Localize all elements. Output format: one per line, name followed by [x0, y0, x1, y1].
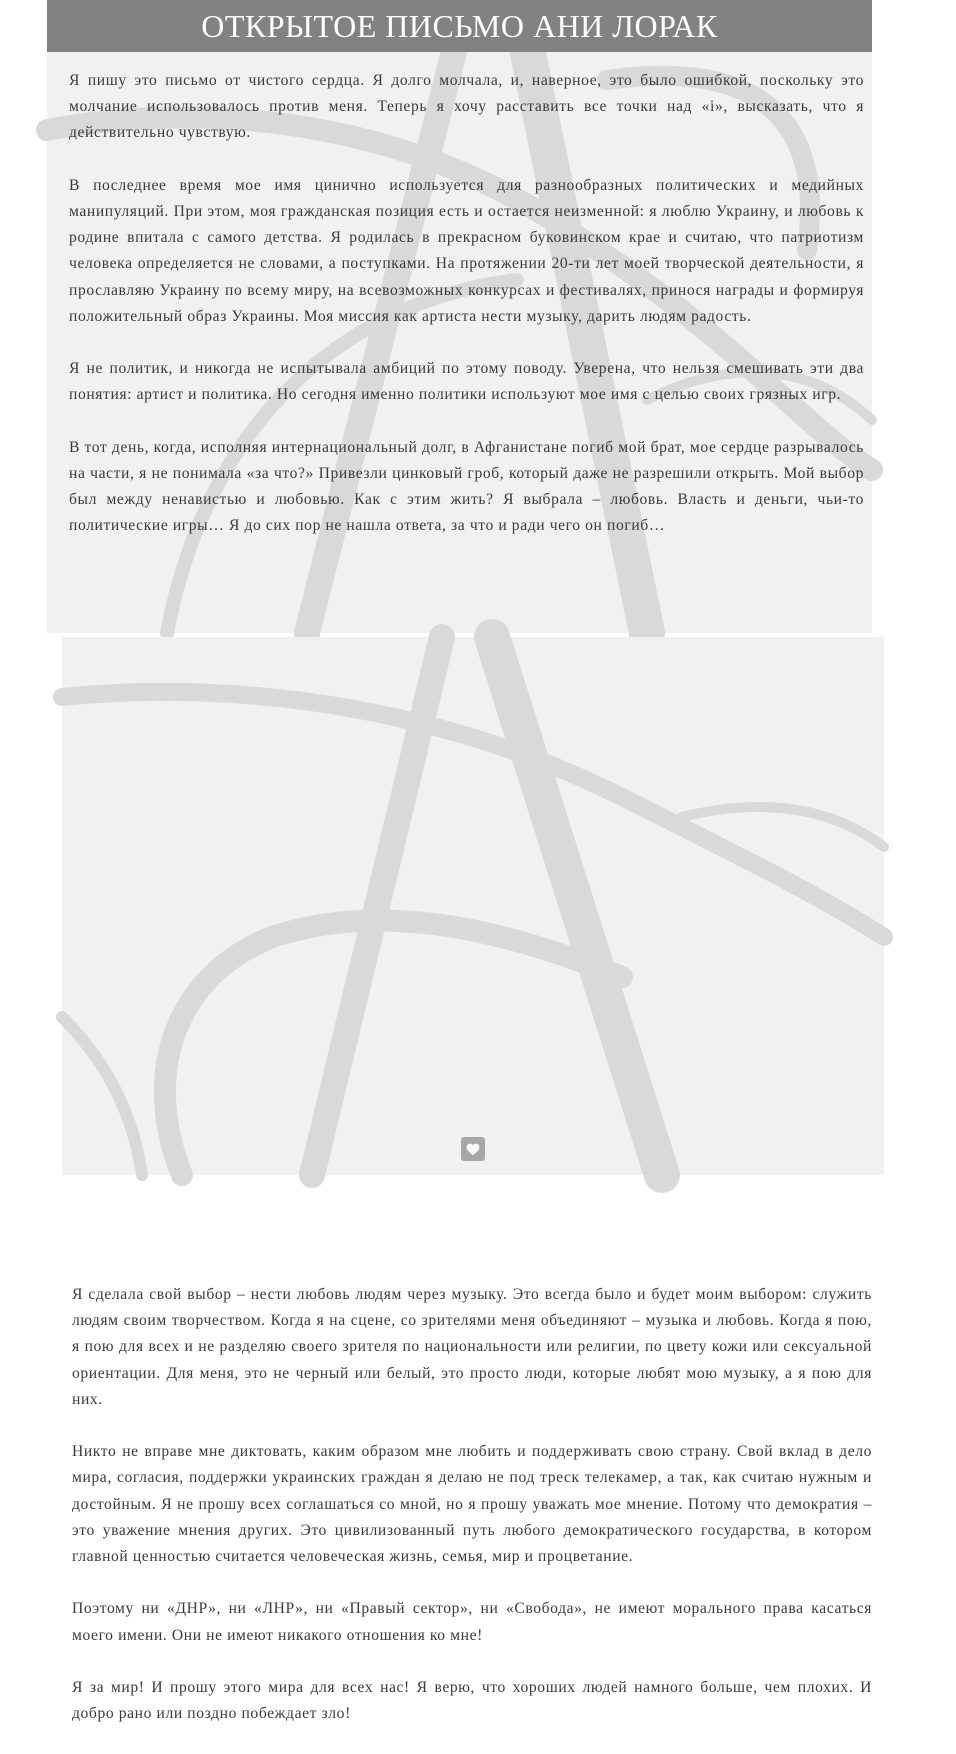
letter-paragraph: Я за мир! И прошу этого мира для всех нас! Я верю, что хороших людей намного больше, чем плохих. И добро рано или поздно побеждает зло!	[72, 1679, 872, 1723]
letter-body-bottom	[72, 1282, 872, 1754]
letter-body-top	[69, 68, 864, 566]
watermark-monogram-bottom	[62, 637, 884, 1175]
letter-paragraph: В тот день, когда, исполняя интернациональный долг, в Афганистане погиб мой брат, мое сердце разрывалось на части, я не понимала «за что?» Привезли цинковый гроб, который даже не разрешили открыть. Мой выбор был между ненавистью и любовью. Как с этим жить? Я выбрала – любовь. Власть и деньги, чьи-то политические игры… Я до сих пор не нашла ответа, за что и ради чего он погиб…	[69, 438, 864, 535]
page-title: ОТКРЫТОЕ ПИСЬМО АНИ ЛОРАК	[201, 7, 718, 44]
title-bar	[47, 0, 872, 52]
letter-paragraph: Поэтому ни «ДНР», ни «ЛНР», ни «Правый сектор», ни «Свобода», не имеют морального права касаться моего имени. Они не имеют никакого отношения ко мне!	[72, 1600, 872, 1644]
like-button[interactable]	[461, 1137, 485, 1161]
letter-paragraph: Никто не вправе мне диктовать, каким образом мне любить и поддерживать свою страну. Свой вклад в дело мира, согласия, поддержки украинских граждан я делаю не под треск телекамер, а так, как считаю нужным и достойным. Я не прошу всех соглашаться со мной, но я прошу уважать мое мнение. Потому что демократия – это уважение мнения других. Это цивилизованный путь любого демократического государства, в котором главной ценностью считается человеческая жизнь, семья, мир и процветание.	[72, 1443, 872, 1566]
letter-paragraph: В последнее время мое имя цинично используется для разнообразных политических и медийных манипуляций. При этом, моя гражданская позиция есть и остается неизменной: я люблю Украину, и любовь к родине впитала с самого детства. Я родилась в прекрасном буковинском крае и считаю, что патриотизм человека определяется не словами, а поступками. На протяжении 20-ти лет моей творческой деятельности, я прославляю Украину по всему миру, на всевозможных конкурсах и фестивалях, принося награды и формируя положительный образ Украины. Моя миссия как артиста нести музыку, дарить людям радость.	[69, 176, 864, 325]
letter-paragraph: Я сделала свой выбор – нести любовь людям через музыку. Это всегда было и будет моим выбором: служить людям своим творчеством. Когда я на сцене, со зрителями меня объединяют – музыка и любовь. Когда я пою, я пою для всех и не разделяю своего зрителя по национальности или религии, по цвету кожи или сексуальной ориентации. Для меня, это не черный или белый, это просто люди, которые любят мою музыку, а я пою для них.	[72, 1286, 872, 1408]
letter-paragraph: Я не политик, и никогда не испытывала амбиций по этому поводу. Уверена, что нельзя смешивать эти два понятия: артист и политика. Но сегодня именно политики используют мое имя с целью своих грязных игр.	[69, 360, 864, 404]
letter-paragraph: Я пишу это письмо от чистого сердца. Я долго молчала, и, наверное, это было ошибкой, поскольку это молчание использовалось против меня. Теперь я хочу расставить все точки над «i», высказать, что я действительно чувствую.	[69, 72, 864, 142]
heart-icon	[466, 1143, 480, 1156]
letter-page-top	[47, 0, 872, 633]
letter-page-bottom	[62, 637, 884, 1723]
